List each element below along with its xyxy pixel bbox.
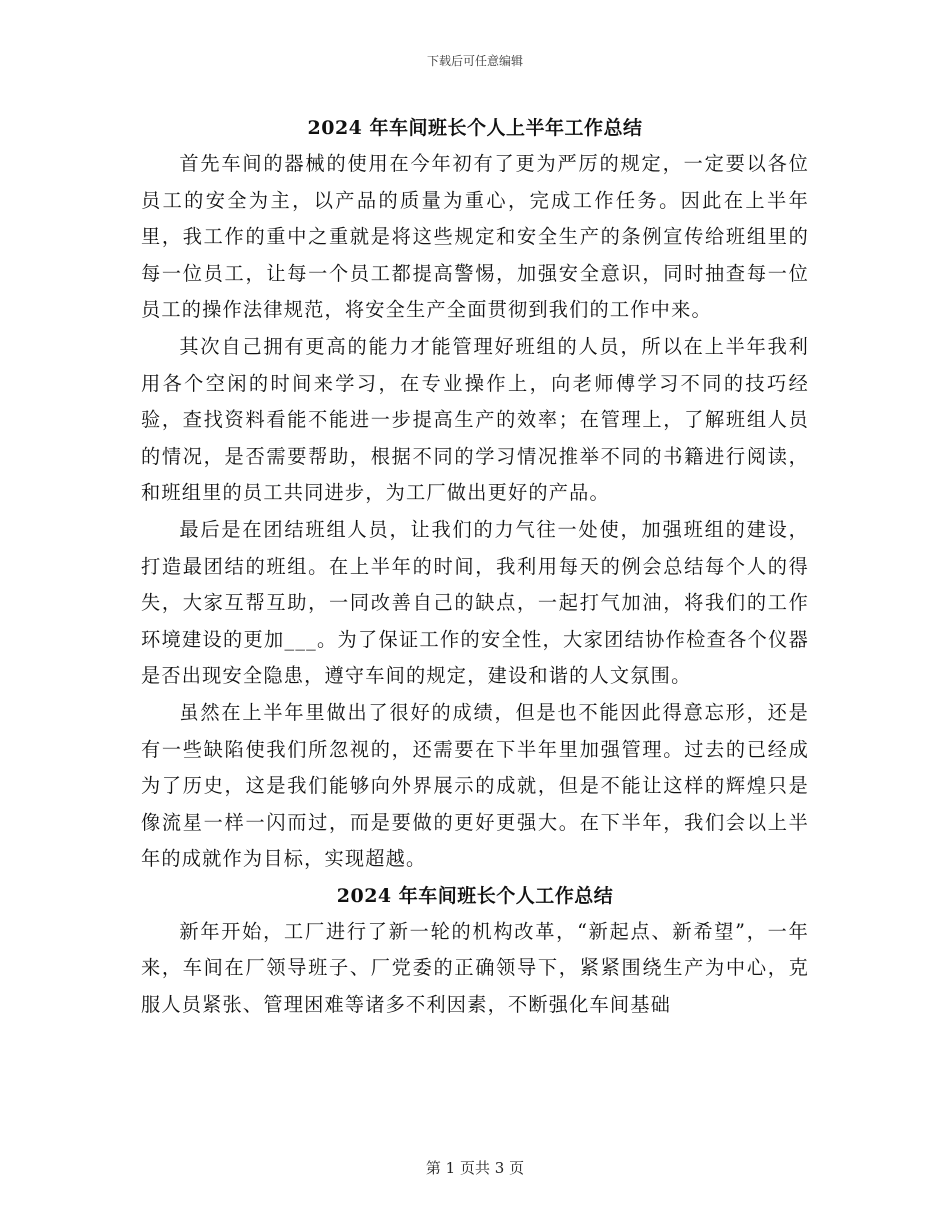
document-body <box>141 110 809 1024</box>
section-2-paragraph-1: 新年开始，工厂进行了新一轮的机构改革，“新起点、新希望”，一年来，车间在厂领导班子、厂党委的正确领导下，紧紧围绕生产为中心，克服人员紧张、管理困难等诸多不利因素，不断强化车间基础 <box>141 919 809 1017</box>
section-1-paragraph-2: 其次自己拥有更高的能力才能管理好班组的人员，所以在上半年我利用各个空闲的时间来学习，在专业操作上，向老师傅学习不同的技巧经验，查找资料看能不能进一步提高生产的效率；在管理上，了解班组人员的情况，是否需要帮助，根据不同的学习情况推举不同的书籍进行阅读，和班组里的员工共同进步，为工厂做出更好的产品。 <box>141 334 809 505</box>
page-number: 第 1 页共 3 页 <box>425 1159 525 1177</box>
page-header-note: 下载后可任意编辑 <box>426 54 523 68</box>
section-1-paragraph-3: 最后是在团结班组人员，让我们的力气往一处使，加强班组的建设，打造最团结的班组。在上半年的时间，我利用每天的例会总结每个人的得失，大家互帮互助，一同改善自己的缺点，一起打气加油，将我们的工作环境建设的更加___。为了保证工作的安全性，大家团结协作检查各个仪器是否出现安全隐患，遵守车间的规定，建设和谐的人文氛围。 <box>141 517 809 688</box>
section-2-title: 2024 年车间班长个人工作总结 <box>336 884 614 907</box>
section-1-paragraph-4: 虽然在上半年里做出了很好的成绩，但是也不能因此得意忘形，还是有一些缺陷使我们所忽视的，还需要在下半年里加强管理。过去的已经成为了历史，这是我们能够向外界展示的成就，但是不能让这样的辉煌只是像流星一样一闪而过，而是要做的更好更强大。在下半年，我们会以上半年的成就作为目标，实现超越。 <box>141 700 809 871</box>
section-1-paragraph-1: 首先车间的器械的使用在今年初有了更为严厉的规定，一定要以各位员工的安全为主，以产品的质量为重心，完成工作任务。因此在上半年里，我工作的重中之重就是将这些规定和安全生产的条例宣传给班组里的每一位员工，让每一个员工都提高警惕，加强安全意识，同时抽查每一位员工的操作法律规范，将安全生产全面贯彻到我们的工作中来。 <box>141 152 809 322</box>
section-1-title: 2024 年车间班长个人上半年工作总结 <box>307 117 643 139</box>
